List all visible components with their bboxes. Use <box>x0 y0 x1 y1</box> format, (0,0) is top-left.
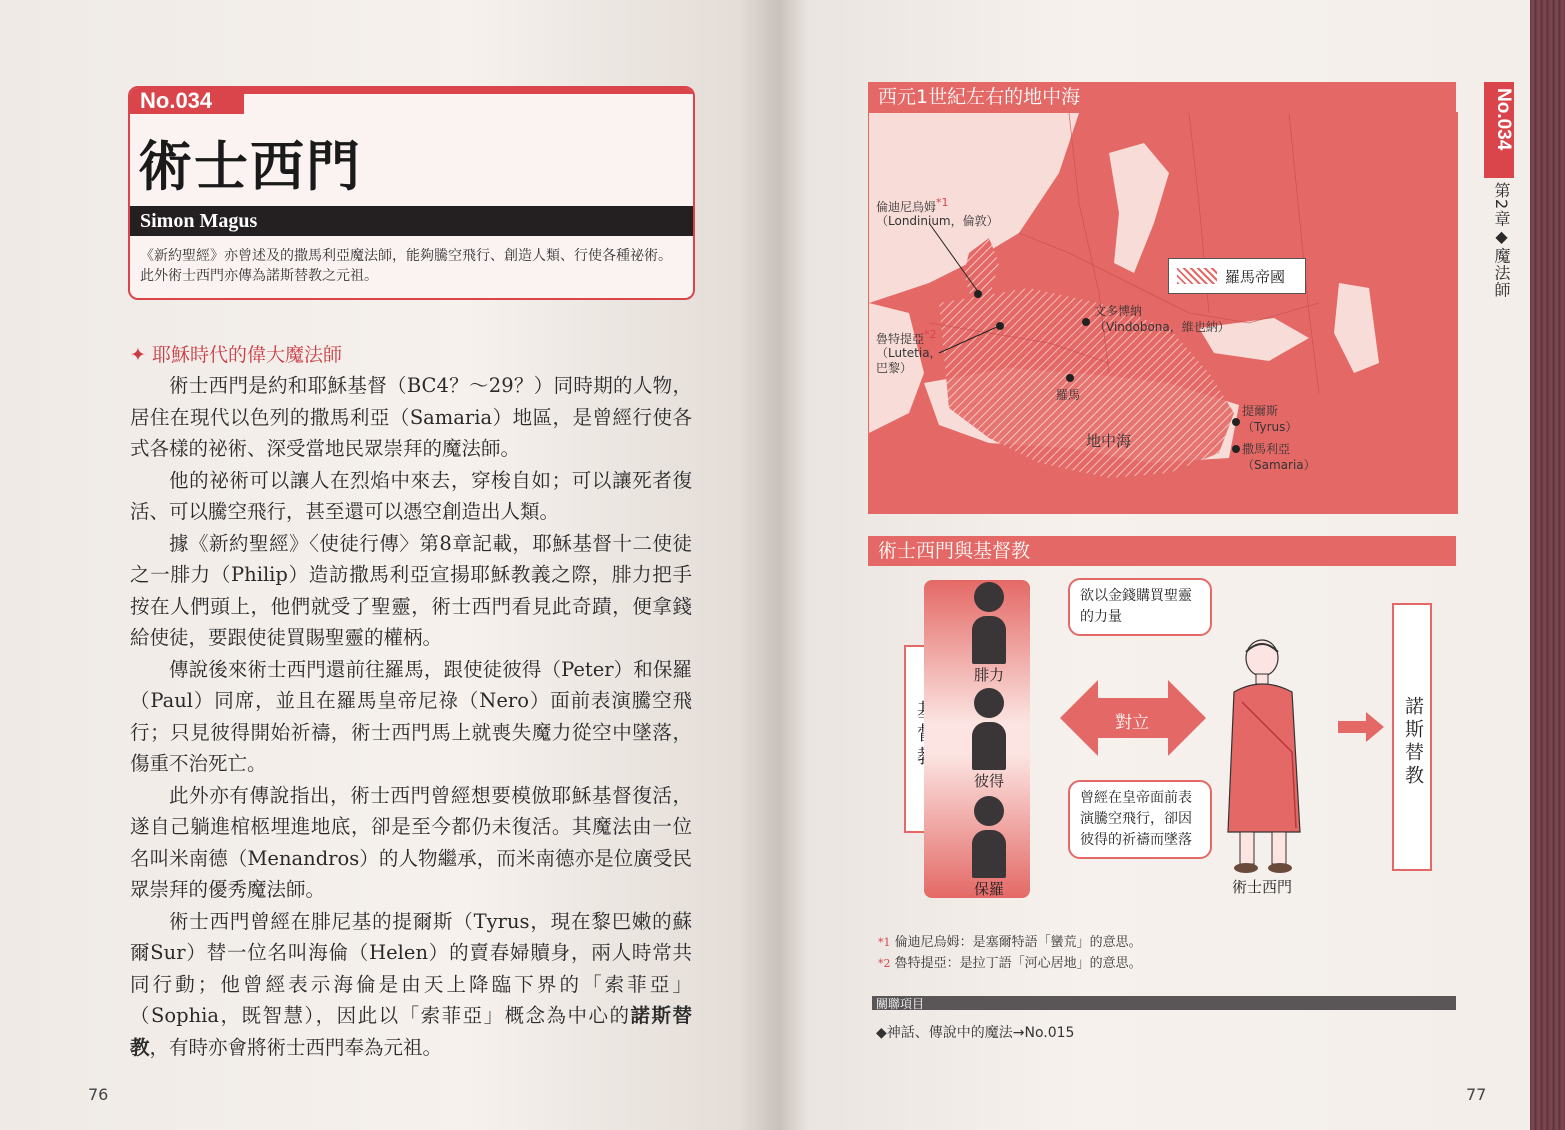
arrow-right-icon <box>1338 712 1384 742</box>
simon-label: 術士西門 <box>1232 878 1293 896</box>
footnotes <box>878 932 1142 974</box>
footnote-mark: *2 <box>924 328 937 341</box>
map-drawing <box>869 113 1457 513</box>
footnote <box>878 953 1142 974</box>
tyrus-label: 提爾斯 <box>1242 404 1279 418</box>
left-page <box>0 0 778 1130</box>
legend-hatch-swatch <box>1177 268 1217 284</box>
person-icon <box>972 688 1006 770</box>
body-paragraph: 傳說後來術士西門還前往羅馬，跟使徒彼得（Peter）和保羅（Paul）同席，並且在羅馬皇帝尼祿（Nero）面前表演騰空飛行；只見彼得開始祈禱，術士西門馬上就喪失魔力從空中墜落，傷重不治死亡。 <box>130 657 692 775</box>
tyrus-marker <box>1232 418 1240 426</box>
apostle-name: 保羅 <box>974 880 1005 898</box>
paragraph-text: 術士西門曾經在腓尼基的提爾斯（Tyrus，現在黎巴嫩的蘇爾Sur）替一位名叫海倫（Helen）的賣春婦贖身，兩人時常共同行動；他曾經表示海倫是由天上降臨下界的「索菲亞」（Sophia，既智慧），因此以「索菲亞」概念為中心的 <box>130 909 692 1027</box>
footnote-mark: *2 <box>878 957 891 970</box>
entry-subtitle: Simon Magus <box>140 210 258 232</box>
body-paragraph: 他的祕術可以讓人在烈焰中來去，穿梭自如；可以讓死者復活、可以騰空飛行，甚至還可以憑空創造出人類。 <box>130 468 692 523</box>
chapter-label: 第2章◆魔法師 <box>1492 182 1511 299</box>
book-page-edges <box>1530 0 1565 1130</box>
side-tab <box>1484 82 1514 178</box>
diagram-heading <box>868 536 1456 566</box>
apostle-name: 彼得 <box>974 772 1005 790</box>
body-text <box>130 370 692 1063</box>
map <box>868 112 1458 514</box>
tyrus-sub-label: （Tyrus） <box>1242 420 1298 434</box>
section-heading <box>130 340 342 367</box>
header-accent-band <box>234 88 693 94</box>
samaria-sub-label: （Samaria） <box>1242 458 1316 472</box>
speech-bubble-bottom: 曾經在皇帝面前表演騰空飛行，卻因彼得的祈禱而墜落 <box>1068 780 1212 859</box>
map-heading-text: 西元1世紀左右的地中海 <box>878 86 1081 108</box>
entry-summary: 《新約聖經》亦曾述及的撒馬利亞魔法師，能夠騰空飛行、創造人類、行使各種祕術。此外術士西門亦傳為諾斯替教之元祖。 <box>140 248 672 284</box>
apostle-name: 腓力 <box>974 666 1005 684</box>
samaria-label: 撒馬利亞 <box>1242 442 1291 456</box>
footnote-mark: *1 <box>936 196 949 209</box>
vindobona-marker <box>1082 318 1090 326</box>
simon-figure-icon <box>1222 632 1306 878</box>
subtitle-band <box>130 206 693 236</box>
roma-marker <box>1066 374 1074 382</box>
body-paragraph: 此外亦有傳說指出，術士西門曾經想要模倣耶穌基督復活，遂自己躺進棺柩埋進地底，卻是至今都仍未復活。其魔法由一位名叫米南德（Menandros）的人物繼承，而米南德亦是位廣受民眾崇拜的優秀魔法師。 <box>130 783 692 901</box>
footnote-text: 倫迪尼烏姆：是塞爾特語「蠻荒」的意思。 <box>894 935 1142 950</box>
section-heading-text: 耶穌時代的偉大魔法師 <box>151 344 342 366</box>
map-heading <box>868 82 1456 112</box>
bold-term: 諾斯替教 <box>130 1004 692 1059</box>
londinium-sub-label: （Londinium，倫敦） <box>876 214 999 228</box>
diagram-heading-text: 術士西門與基督教 <box>878 540 1031 562</box>
footnote-text: 魯特提亞：是拉丁語「河心居地」的意思。 <box>894 956 1142 971</box>
person-icon <box>972 582 1006 664</box>
lutetia-marker <box>996 322 1004 330</box>
londinium-marker <box>974 290 982 298</box>
related-item-link[interactable]: ◆神話、傳說中的魔法→No.015 <box>876 1025 1075 1041</box>
paragraph-text: ，有時亦會將術士西門奉為元祖。 <box>149 1035 443 1059</box>
lutetia-name: 魯特提亞 <box>876 332 925 346</box>
body-paragraph-last <box>130 906 692 1064</box>
lutetia-sub-label-1: （Lutetia， <box>876 346 942 360</box>
page-number-right: 77 <box>1466 1085 1487 1104</box>
vindobona-sub-label: （Vindobona，維也納） <box>1094 320 1230 334</box>
entry-title: 術士西門 <box>138 135 362 198</box>
related-items-band <box>872 996 1456 1010</box>
roma-label: 羅馬 <box>1056 388 1081 402</box>
map-legend <box>1168 258 1306 294</box>
entry-number-badge: No.034 <box>130 88 244 114</box>
samaria-marker <box>1232 445 1240 453</box>
vindobona-label: 文多博納 <box>1094 304 1143 318</box>
gnosticism-label: 諾斯替教 <box>1402 696 1424 788</box>
londinium-name: 倫迪尼烏姆 <box>876 200 937 214</box>
footnote-mark: *1 <box>878 936 891 949</box>
legend-text: 羅馬帝國 <box>1225 268 1286 286</box>
related-items-label: 關聯項目 <box>876 997 925 1011</box>
mediterranean-label: 地中海 <box>1086 432 1132 450</box>
lutetia-sub-label-2: 巴黎） <box>876 361 913 375</box>
speech-bubble-top: 欲以金錢購買聖靈的力量 <box>1068 578 1212 636</box>
body-paragraph: 據《新約聖經》〈使徒行傳〉第8章記載，耶穌基督十二使徒之一腓力（Philip）造訪撒馬利亞宣揚耶穌教義之際，腓力把手按在人們頭上，他們就受了聖靈，術士西門看見此奇蹟，便拿錢給使徒，要跟使徒買賜聖靈的權柄。 <box>130 531 692 649</box>
page-number-left: 76 <box>88 1085 109 1104</box>
body-paragraph: 術士西門是約和耶穌基督（BC4？～29？）同時期的人物，居住在現代以色列的撒馬利亞（Samaria）地區，是曾經行使各式各樣的祕術、深受當地民眾崇拜的魔法師。 <box>130 374 692 460</box>
person-icon <box>972 796 1006 878</box>
diamond-bullet-icon: ✦ <box>130 344 146 366</box>
side-tab-number: No.034 <box>1493 88 1514 151</box>
footnote <box>878 932 1142 953</box>
conflict-label: 對立 <box>1115 713 1149 733</box>
entry-header-card <box>128 86 695 300</box>
